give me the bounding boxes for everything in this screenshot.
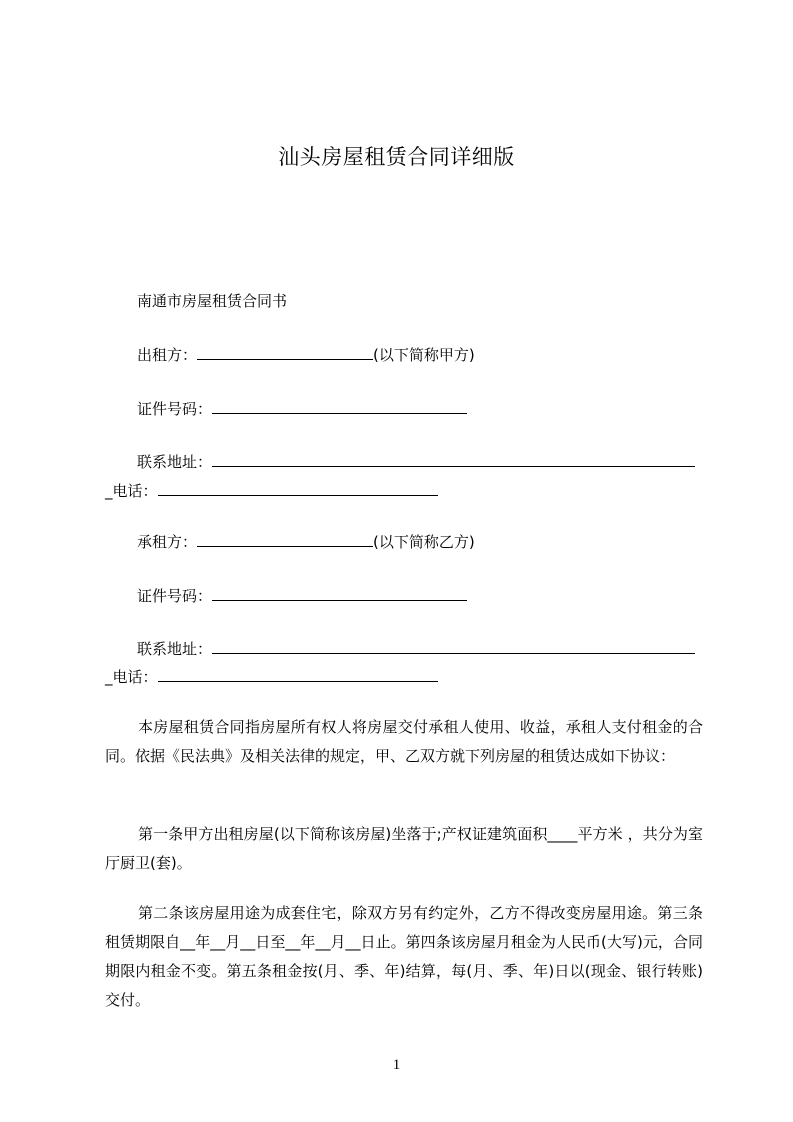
lessor-phone-blank	[158, 480, 438, 496]
lessee-id-label: 证件号码：	[137, 587, 213, 605]
lessee-address-blank	[212, 638, 695, 654]
page-number: 1	[392, 1057, 401, 1073]
lessee-address-line	[137, 638, 695, 659]
lessee-phone-blank	[158, 666, 438, 682]
lessor-id-line	[137, 398, 467, 419]
article-2-5: 第二条该房屋用途为成套住宅，除双方另有约定外，乙方不得改变房屋用途。第三条租赁期限自__年__月__日至__年__月__日止。第四条该房屋月租金为人民币(大写)元，合同期限内租金不变。第五条租金按(月、季、年)结算，每(月、季、年)日以(现金、银行转账)交付。	[105, 904, 703, 1009]
contract-intro: 本房屋租赁合同指房屋所有权人将房屋交付承租人使用、收益，承租人支付租金的合同。依据《民法典》及相关法律的规定，甲、乙双方就下列房屋的租赁达成如下协议：	[105, 718, 703, 765]
lessor-phone-line	[105, 480, 438, 501]
lessee-phone-line	[105, 666, 438, 687]
lessee-label: 承租方：	[137, 533, 198, 551]
lessee-id-line	[137, 585, 467, 606]
lessee-id-blank	[212, 585, 467, 601]
article-1: 第一条甲方出租房屋(以下简称该房屋)坐落于;产权证建筑面积____平方米 ，共分为室厅厨卫(套)。	[105, 825, 703, 872]
lessee-name-blank	[197, 531, 373, 547]
lessor-id-blank	[212, 398, 467, 414]
lessee-address-label: 联系地址：	[137, 640, 213, 658]
document-title: 汕头房屋租赁合同详细版	[278, 145, 515, 169]
lessor-address-blank	[212, 451, 695, 467]
lessor-line	[137, 344, 475, 365]
lessor-label: 出租方：	[137, 346, 198, 364]
lessee-line	[137, 531, 475, 552]
lessor-phone-label: _电话：	[105, 482, 158, 500]
lessor-name-blank	[197, 344, 373, 360]
lessor-note: (以下简称甲方)	[373, 346, 475, 364]
lessee-note: (以下简称乙方)	[373, 533, 475, 551]
lessor-address-line	[137, 451, 695, 472]
lessor-address-label: 联系地址：	[137, 453, 213, 471]
lessor-id-label: 证件号码：	[137, 400, 213, 418]
lessee-phone-label: _电话：	[105, 668, 158, 686]
contract-subtitle: 南通市房屋租赁合同书	[137, 292, 288, 310]
